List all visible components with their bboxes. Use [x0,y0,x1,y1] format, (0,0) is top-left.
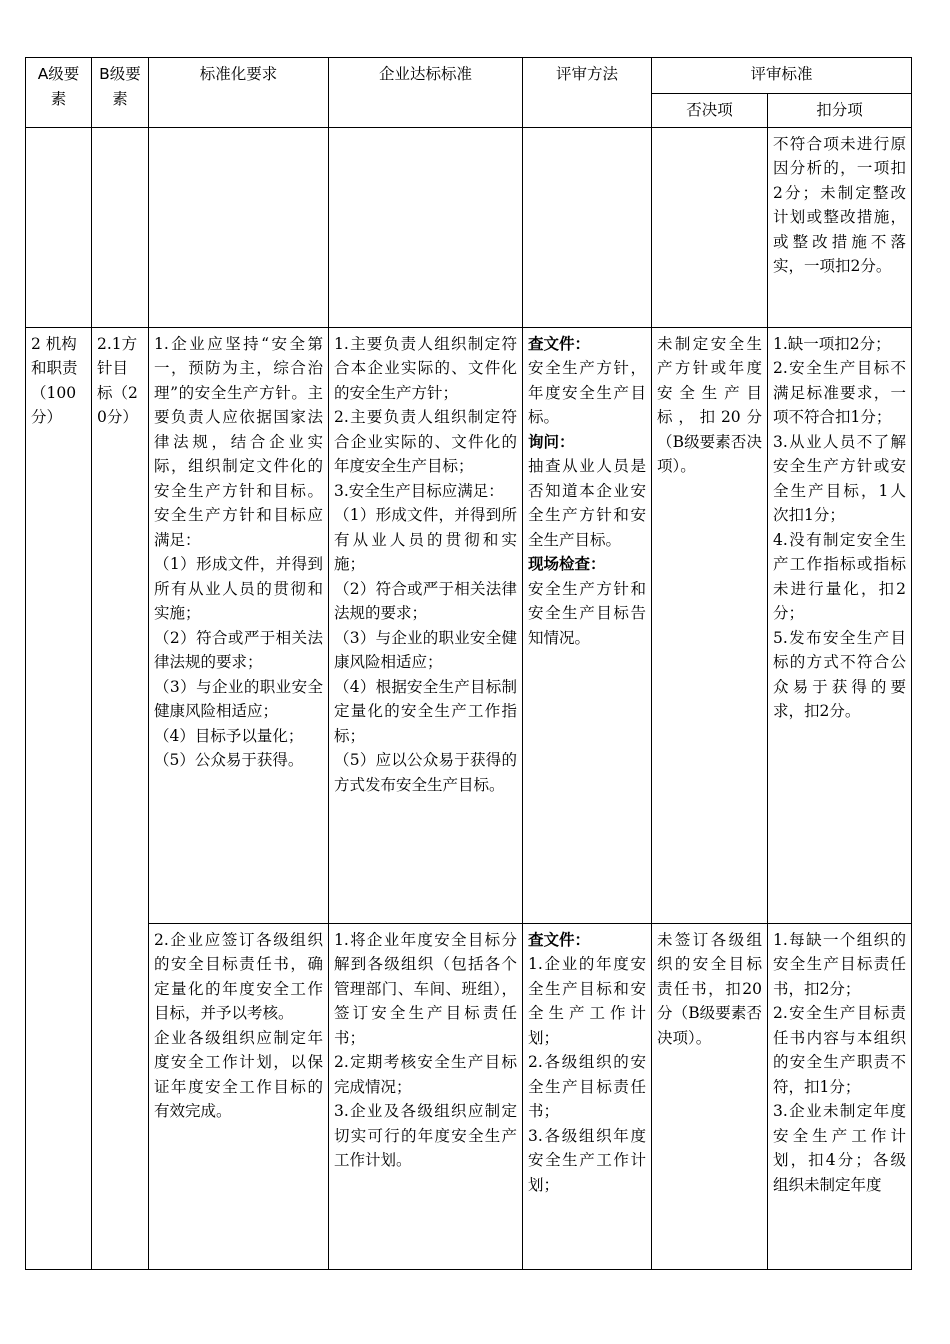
standard-line: （2）符合或严于相关法律法规的要求； [334,579,517,622]
cell-empty [329,127,523,327]
requirement-cell [149,923,329,1269]
standard-cell [329,327,523,923]
table-row [26,923,912,1269]
header-enterprise-standard: 企业达标标准 [329,58,523,128]
requirement-line: 2.企业应签订各级组织的安全目标责任书，确定量化的年度安全工作目标，并予以考核。 [154,930,323,1022]
requirement-line: 1.企业应坚持“安全第一，预防为主，综合治理”的安全生产方针。主要负责人应依据国家法律法规，结合企业实际，组织制定文件化的安全生产方针和目标。安全生产方针和目标应满足： [154,334,323,549]
standard-line: 1.将企业年度安全目标分解到各级组织（包括各个管理部门、车间、班组），签订安全生产目标责任书； [334,930,517,1047]
standard-line: 1.主要负责人组织制定符合本企业实际的、文件化的安全生产方针； [334,334,517,402]
b-level-cell: 2.1方针目标（20分） [92,327,149,1269]
header-standardization: 标准化要求 [149,58,329,128]
cell-empty [523,127,652,327]
deduction-line: 2.安全生产目标不满足标准要求，一项不符合扣1分； [773,359,907,426]
a-level-cell: 2 机构和职责（100分） [26,327,92,1269]
header-deduction: 扣分项 [768,94,912,128]
method-label: 现场检查： [528,554,606,573]
table-row [26,127,912,327]
header-b-level: B级要素 [92,58,149,128]
standard-line: （3）与企业的职业安全健康风险相适应； [334,628,517,671]
cell-empty [26,127,92,327]
standard-line: （1）形成文件，并得到所有从业人员的贯彻和实施； [334,506,517,573]
standard-line: （5）应以公众易于获得的方式发布安全生产目标。 [334,751,517,794]
deduction-line: 2.安全生产目标责任书内容与本组织的安全生产职责不符，扣1分； [773,1004,907,1096]
cell-empty [92,127,149,327]
deduction-line: 3.企业未制定年度安全生产工作计划，扣4分；各级组织未制定年度 [773,1102,907,1194]
requirement-line: （2）符合或严于相关法律法规的要求； [154,628,323,671]
header-review-criteria: 评审标准 [652,58,912,94]
standard-line: 3.企业及各级组织应制定切实可行的年度安全生产工作计划。 [334,1102,517,1169]
method-cell [523,327,652,923]
method-text: 3.各级组织年度安全生产工作计划； [528,1126,646,1194]
cell-empty [149,127,329,327]
veto-cell: 未制定安全生产方针或年度安全生产目标，扣20分（B级要素否决项）。 [652,327,768,923]
deduction-line: 3.从业人员不了解安全生产方针或安全生产目标，1人次扣1分； [773,432,907,524]
method-label: 询问： [528,431,575,451]
table-row [26,327,912,923]
method-label: 查文件： [528,929,591,949]
cell-empty [652,127,768,327]
veto-cell: 未签订各级组织的安全目标责任书，扣20分（B级要素否决项）。 [652,923,768,1269]
header-veto: 否决项 [652,94,768,128]
method-text: 2.各级组织的安全生产目标责任书； [528,1053,646,1120]
method-text: 安全生产方针，年度安全生产目标。 [528,359,646,426]
requirement-line: 企业各级组织应制定年度安全工作计划，以保证年度安全工作目标的有效完成。 [154,1028,323,1120]
standard-cell [329,923,523,1269]
deduction-line: 1.缺一项扣2分； [773,334,891,353]
requirement-cell [149,327,329,923]
method-text: 安全生产方针和安全生产目标告知情况。 [528,579,646,647]
deduction-cell: 不符合项未进行原因分析的，一项扣2分；未制定整改计划或整改措施，或整改措施不落实，一项扣2分。 [768,127,912,327]
requirement-line: （5）公众易于获得。 [154,751,304,769]
method-text: 抽查从业人员是否知道本企业安全生产方针和安全生产目标。 [528,457,646,549]
standard-line: （4）根据安全生产目标制定量化的安全生产工作指标； [334,677,517,745]
deduction-cell [768,923,912,1269]
requirement-line: （4）目标予以量化； [154,726,304,745]
safety-standard-table [25,57,912,1270]
deduction-line: 4.没有制定安全生产工作指标或指标未进行量化，扣2分； [773,530,907,622]
method-label: 查文件： [528,333,591,353]
standard-line: 2.主要负责人组织制定符合企业实际的、文件化的年度安全生产目标； [334,408,517,475]
standard-line: 2.定期考核安全生产目标完成情况； [334,1053,517,1096]
deduction-cell [768,327,912,923]
requirement-line: （1）形成文件，并得到所有从业人员的贯彻和实施； [154,555,323,622]
header-review-method: 评审方法 [523,58,652,128]
header-a-level: A级要素 [26,58,92,128]
standard-line: 3.安全生产目标应满足： [334,481,504,500]
method-cell [523,923,652,1269]
deduction-line: 1.每缺一个组织的安全生产目标责任书，扣2分； [773,930,907,998]
method-text: 1.企业的年度安全生产目标和安全生产工作计划； [528,955,646,1047]
requirement-line: （3）与企业的职业安全健康风险相适应； [154,677,323,720]
deduction-line: 5.发布安全生产目标的方式不符合公众易于获得的要求，扣2分。 [773,628,907,720]
